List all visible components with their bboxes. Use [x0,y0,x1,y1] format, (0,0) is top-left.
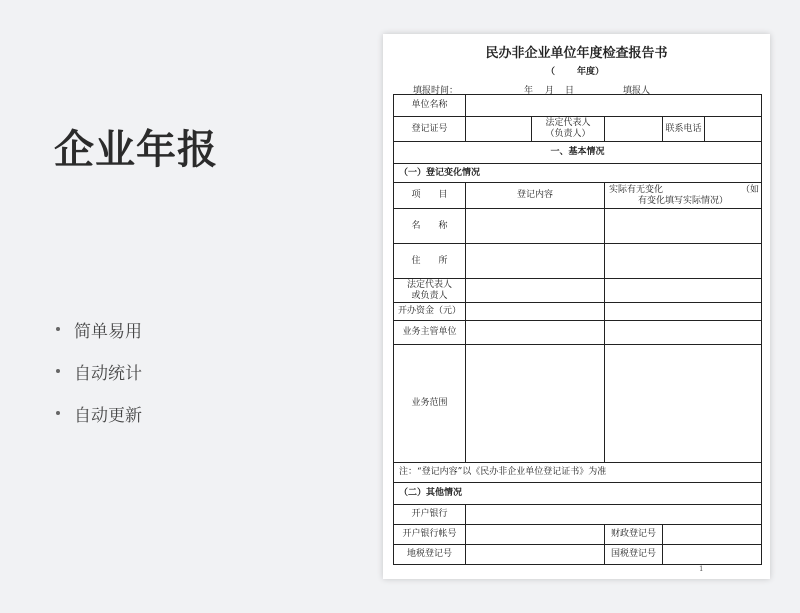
table-row [394,209,762,244]
feature-label: 简单易用 [74,321,142,342]
section-basic-heading: 一、基本情况 [394,142,762,164]
col-item-header: 项 目 [394,183,466,209]
national-tax-label: 国税登记号 [605,545,663,565]
national-tax-field[interactable] [663,545,762,565]
date-month: 月 [545,86,555,96]
feature-item [56,350,142,392]
legal-rep-label [532,117,605,142]
table-row [394,244,762,279]
feature-item [56,308,142,350]
document-title: 民办非企业单位年度检查报告书 [485,46,668,61]
col-change-paren: （如 [740,184,759,195]
fill-time-label: 填报时间： [413,86,459,96]
legal-rep-field[interactable] [605,117,663,142]
finance-reg-field[interactable] [663,525,762,545]
table-row [394,505,762,525]
col-content-header: 登记内容 [466,183,605,209]
registration-note: 注：“登记内容”以《民办非企业单位登记证书》为准 [394,463,762,483]
table-row [394,545,762,565]
table-row [394,463,762,483]
bullet-icon [56,411,60,415]
subsection-registration-heading: （一）登记变化情况 [394,164,762,183]
page-number: 1 [699,565,704,573]
legal-rep-sub: （负责人） [545,129,591,139]
row-name-content[interactable] [466,209,605,244]
row-supervisor-change[interactable] [605,321,762,345]
row-supervisor-label: 业务主管单位 [394,321,466,345]
date-year: 年 [524,86,534,96]
phone-field[interactable] [705,117,762,142]
table-row [394,95,762,117]
report-document [383,34,770,579]
reg-no-label: 登记证号 [394,117,466,142]
table-row [394,525,762,545]
local-tax-label: 地税登记号 [394,545,466,565]
unit-name-field[interactable] [466,95,762,117]
table-row [394,279,762,303]
year-label: 年度） [577,67,605,77]
row-capital-content[interactable] [466,303,605,321]
report-year [546,64,604,77]
row-name-label: 名 称 [394,209,466,244]
bullet-icon [56,327,60,331]
feature-label: 自动更新 [74,405,142,426]
col-change-line-1 [607,185,759,196]
row-scope-change[interactable] [605,345,762,463]
row-address-change[interactable] [605,244,762,279]
finance-reg-label: 财政登记号 [605,525,663,545]
row-capital-change[interactable] [605,303,762,321]
legal-rep-text: 法定代表人 [545,118,591,128]
row-name-change[interactable] [605,209,762,244]
report-form-table [393,94,762,565]
bank-account-label: 开户银行帐号 [394,525,466,545]
row-supervisor-content[interactable] [466,321,605,345]
table-row [394,142,762,164]
table-row [394,345,762,463]
bank-field[interactable] [466,505,762,525]
row-legal-content[interactable] [466,279,605,303]
row-scope-content[interactable] [466,345,605,463]
row-scope-label: 业务范围 [394,345,466,463]
row-address-content[interactable] [466,244,605,279]
promo-title: 企业年报 [54,127,218,173]
row-capital-label: 开办资金（元） [394,303,466,321]
row-legal-line-2: 或负责人 [411,290,448,301]
feature-label: 自动统计 [74,363,142,384]
row-legal-label [394,279,466,303]
table-row [394,183,762,209]
row-legal-line-1: 法定代表人 [406,279,452,290]
bank-label: 开户银行 [394,505,466,525]
bullet-icon [56,369,60,373]
table-row [394,164,762,183]
table-row [394,321,762,345]
table-row [394,117,762,142]
table-row [394,303,762,321]
filler-label: 填报人 [623,86,651,96]
col-change-header [605,183,762,209]
col-change-text: 实际有无变化 [609,184,664,195]
year-open: （ [546,67,556,77]
row-address-label: 住 所 [394,244,466,279]
row-legal-change[interactable] [605,279,762,303]
feature-item [56,392,142,434]
bank-account-field[interactable] [466,525,605,545]
local-tax-field[interactable] [466,545,605,565]
feature-list [56,308,142,434]
col-change-line-2: 有变化填写实际情况） [637,195,728,206]
date-day: 日 [565,86,575,96]
unit-name-label: 单位名称 [394,95,466,117]
phone-label: 联系电话 [663,117,705,142]
subsection-other-heading: （二）其他情况 [394,483,762,505]
reg-no-field[interactable] [466,117,532,142]
table-row [394,483,762,505]
